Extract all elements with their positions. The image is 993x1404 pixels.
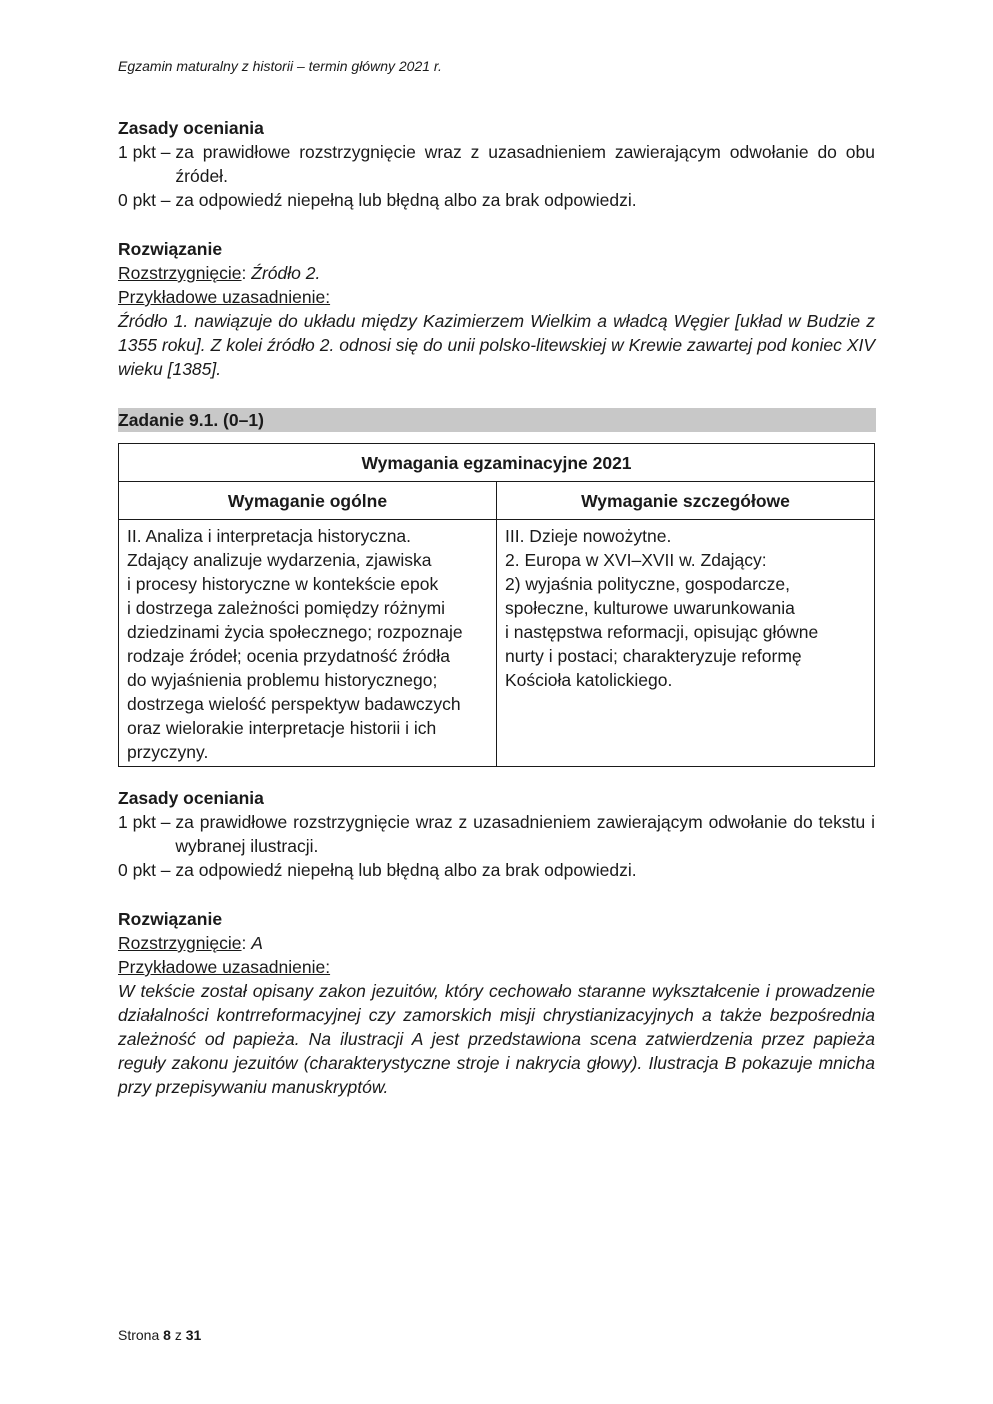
score-text: za odpowiedź niepełną lub błędną albo za brak odpowiedzi. <box>175 860 637 880</box>
score-text: za odpowiedź niepełną lub błędną albo za brak odpowiedzi. <box>175 190 637 210</box>
justification-text: Źródło 1. nawiązuje do układu między Kazimierzem Wielkim a władcą Węgier [układ w Budzie z 1355 roku]. Z kolei źródło 2. odnosi się do unii polsko-litewskiej w Krewie zawartej pod koniec XIV wieku [1385]. <box>118 311 875 379</box>
score-text: za prawidłowe rozstrzygnięcie wraz z uzasadnieniem zawierającym odwołanie do tekstu i wybranej ilustracji. <box>175 812 875 856</box>
score-points: 0 pkt – <box>118 190 176 210</box>
specific-line: 2. Europa w XVI–XVII w. Zdający: <box>505 550 767 570</box>
general-line: rodzaje źródeł; ocenia przydatność źródła <box>127 646 450 666</box>
score-points: 1 pkt – <box>118 812 176 832</box>
task-title-bar <box>118 408 876 432</box>
solution-2 <box>118 907 875 1099</box>
general-requirement-cell <box>119 520 497 767</box>
score-line <box>118 810 875 858</box>
specific-line: Kościoła katolickiego. <box>505 670 673 690</box>
justification-text: W tekście został opisany zakon jezuitów, który cechowało staranne wykształcenie i prowadzenie działalności kontrreformacyjnej czy zamorskich misji chrystianizacyjnych a także bezpośrednia zależność od papieża. Na ilustracji A jest przedstawiona scena zatwierdzenia przez papieża reguły zakonu jezuitów (charakterystyczne stroje i nakrycia głowy). Ilustracja B pokazuje mnicha przy przepisywaniu manuskryptów. <box>118 981 875 1097</box>
score-line <box>118 858 875 882</box>
general-line: II. Analiza i interpretacja historyczna. <box>127 526 412 546</box>
scoring-rules-1 <box>118 116 875 212</box>
decision-label: Rozstrzygnięcie <box>118 263 242 283</box>
requirements-table <box>118 443 875 767</box>
footer-total-pages: 31 <box>185 1327 202 1343</box>
general-line: dostrzega wielość perspektyw badawczych <box>127 694 461 714</box>
score-line <box>118 188 875 212</box>
score-points: 1 pkt – <box>118 142 176 162</box>
page-footer <box>118 1325 201 1345</box>
score-line <box>118 140 875 188</box>
scoring-heading: Zasady oceniania <box>118 788 264 808</box>
specific-requirement-cell <box>497 520 875 767</box>
task-title: Zadanie 9.1. (0–1) <box>118 410 264 430</box>
solution-heading: Rozwiązanie <box>118 909 223 929</box>
specific-line: i następstwa reformacji, opisując główne <box>505 622 819 642</box>
specific-line: nurty i postaci; charakteryzuje reformę <box>505 646 802 666</box>
col-general-header: Wymaganie ogólne <box>119 482 497 520</box>
decision-value: A <box>251 933 263 953</box>
general-line: i dostrzega zależności pomiędzy różnymi <box>127 598 446 618</box>
justification-label: Przykładowe uzasadnienie: <box>118 287 331 307</box>
footer-prefix: Strona <box>118 1327 164 1343</box>
score-text <box>175 140 875 188</box>
decision-label: Rozstrzygnięcie <box>118 933 242 953</box>
decision-line: Rozstrzygnięcie: A <box>118 933 263 953</box>
general-line: i procesy historyczne w kontekście epok <box>127 574 439 594</box>
col-specific-header: Wymaganie szczegółowe <box>497 482 875 520</box>
specific-line: III. Dzieje nowożytne. <box>505 526 672 546</box>
running-header: Egzamin maturalny z historii – termin główny 2021 r. <box>118 58 442 74</box>
footer-mid: z <box>170 1327 186 1343</box>
justification-label: Przykładowe uzasadnienie: <box>118 957 331 977</box>
decision-value: Źródło 2. <box>251 263 321 283</box>
specific-line: 2) wyjaśnia polityczne, gospodarcze, <box>505 574 791 594</box>
general-line: dziedzinami życia społecznego; rozpoznaje <box>127 622 463 642</box>
general-line: Zdający analizuje wydarzenia, zjawiska <box>127 550 432 570</box>
specific-line: społeczne, kulturowe uwarunkowania <box>505 598 795 618</box>
footer-page-number: 8 <box>163 1327 171 1343</box>
score-points: 0 pkt – <box>118 860 176 880</box>
general-line: do wyjaśnienia problemu historycznego; <box>127 670 438 690</box>
scoring-rules-2 <box>118 786 875 882</box>
general-line: przyczyny. <box>127 742 209 762</box>
solution-1 <box>118 237 875 381</box>
requirements-title: Wymagania egzaminacyjne 2021 <box>119 444 875 482</box>
solution-heading: Rozwiązanie <box>118 239 223 259</box>
decision-line: Rozstrzygnięcie: Źródło 2. <box>118 263 321 283</box>
general-line: oraz wielorakie interpretacje historii i ich <box>127 718 437 738</box>
score-text-content: za prawidłowe rozstrzygnięcie wraz z uzasadnieniem zawierającym odwołanie do obu źródeł. <box>175 142 875 186</box>
scoring-heading: Zasady oceniania <box>118 118 264 138</box>
